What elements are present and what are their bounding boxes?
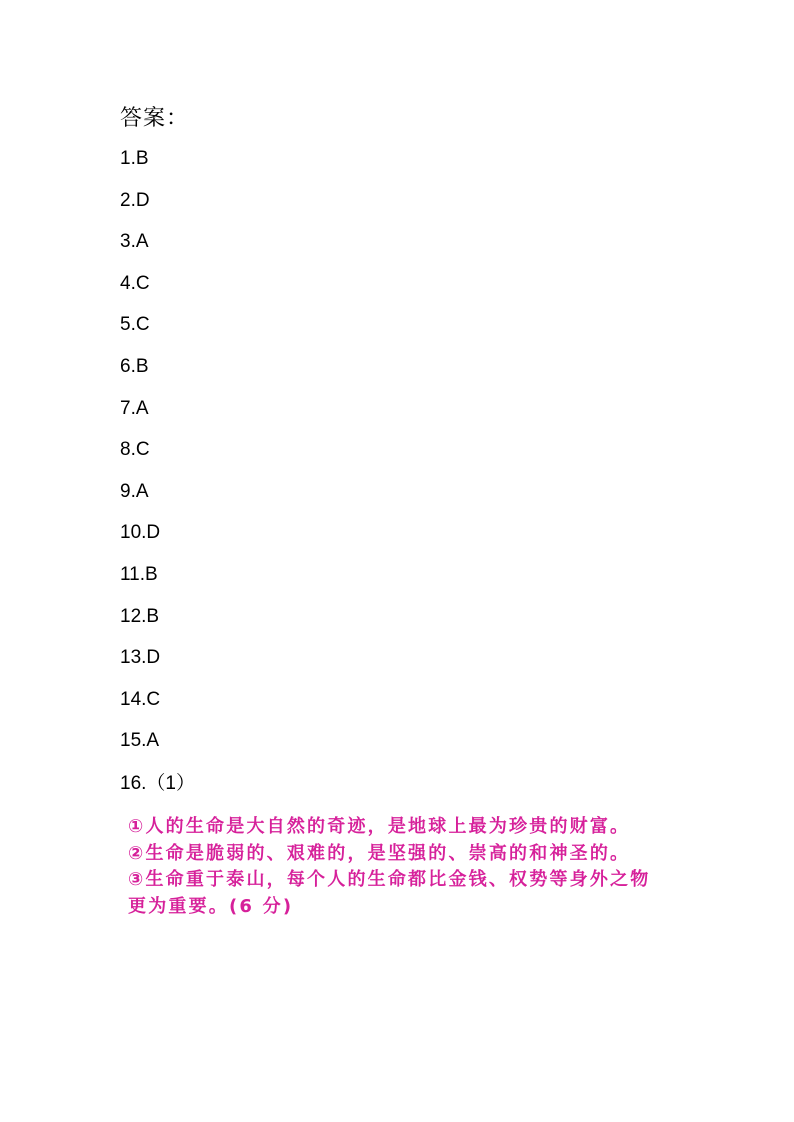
answer-item-4: 4.C xyxy=(120,272,150,294)
answer-item-14: 14.C xyxy=(120,688,161,710)
answer-item-8: 8.C xyxy=(120,439,150,461)
answer-item-5: 5.C xyxy=(120,314,150,336)
answer-item-10: 10.D xyxy=(120,522,161,544)
answer-item-13: 13.D xyxy=(120,647,161,669)
answer-item-1: 1.B xyxy=(120,148,149,169)
answer-line-1: ①人的生命是大自然的奇迹，是地球上最为珍贵的财富。 xyxy=(128,816,631,837)
question-16-answer xyxy=(128,814,688,920)
answer-item-12: 12.B xyxy=(120,605,160,627)
answer-item-15: 15.A xyxy=(120,730,160,752)
page-heading: 答案： xyxy=(120,106,190,131)
answer-item-3: 3.A xyxy=(120,231,149,253)
answer-list xyxy=(120,146,160,770)
answer-item-9: 9.A xyxy=(120,480,149,502)
answer-line-4: 更为重要。(6 分) xyxy=(128,895,294,917)
answer-item-6: 6.B xyxy=(120,355,149,377)
answer-line-3: ③生命重于泰山，每个人的生命都比金钱、权势等身外之物 xyxy=(128,869,651,890)
answer-item-7: 7.A xyxy=(120,397,149,419)
answer-item-2: 2.D xyxy=(120,189,150,211)
answer-item-11: 11.B xyxy=(120,563,158,585)
answer-line-2: ②生命是脆弱的、艰难的，是坚强的、崇高的和神圣的。 xyxy=(128,842,631,864)
question-16-label: 16.（1） xyxy=(120,773,195,794)
